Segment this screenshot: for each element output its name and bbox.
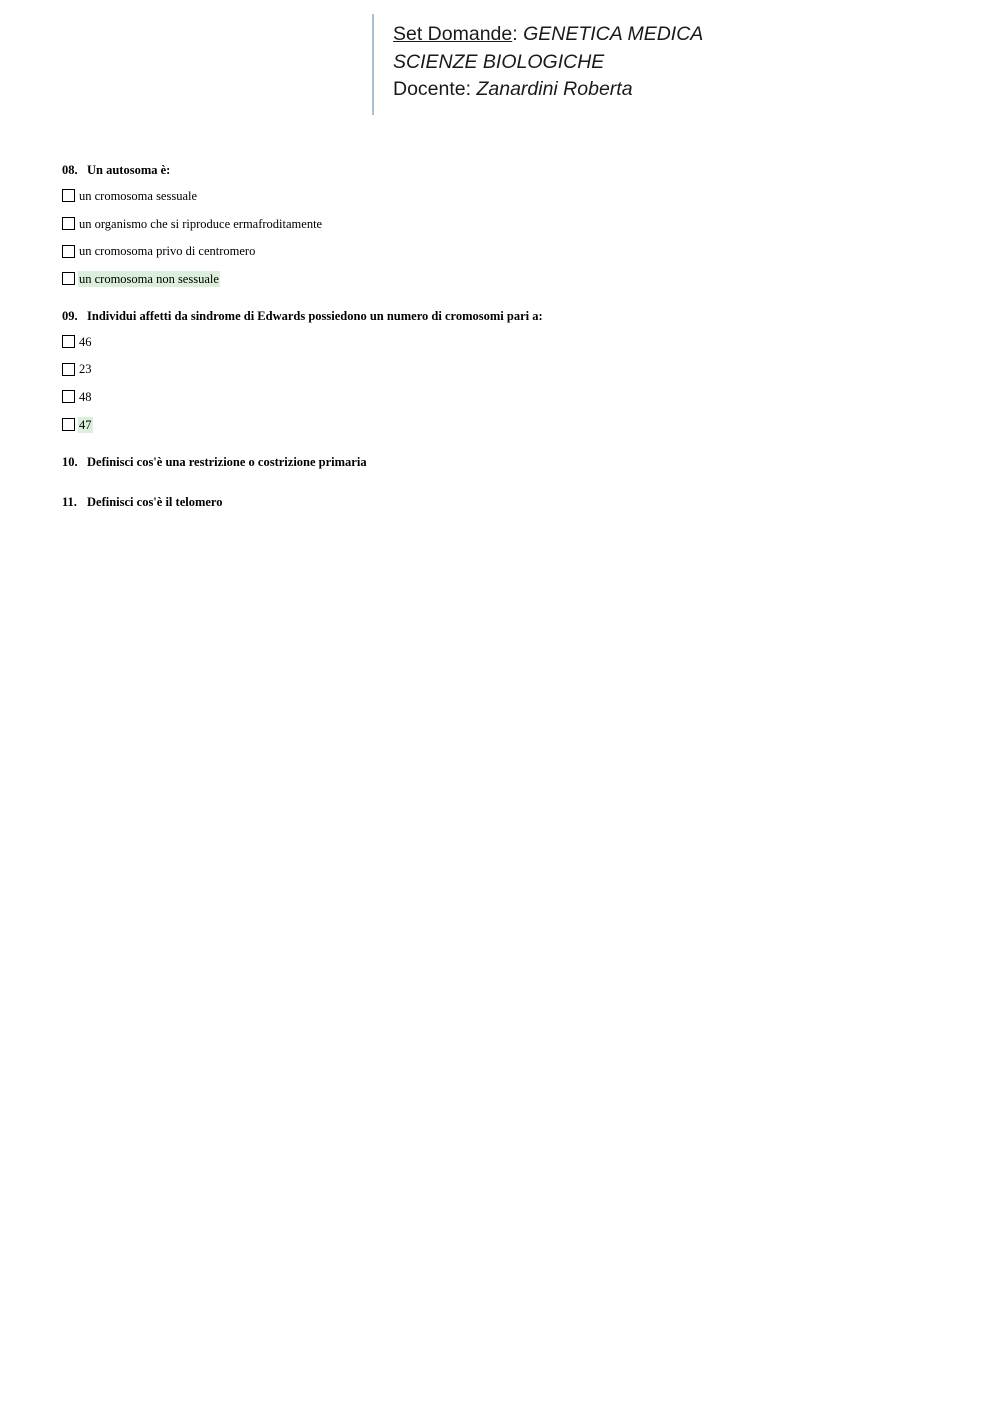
option-text: un cromosoma privo di centromero [79, 244, 256, 259]
option-text-highlighted: un cromosoma non sessuale [79, 271, 219, 286]
set-line [393, 21, 703, 49]
question-title [62, 161, 962, 179]
answer-option[interactable] [62, 182, 962, 210]
question-number: 09. [62, 308, 78, 323]
answer-option-correct[interactable] [62, 265, 962, 293]
option-text: 46 [79, 334, 92, 349]
answer-option[interactable] [62, 237, 962, 265]
spacer [62, 439, 962, 453]
question-number: 08. [62, 163, 78, 177]
question-list [62, 161, 962, 511]
question-title [62, 453, 962, 471]
answer-option[interactable] [62, 328, 962, 356]
checkbox[interactable] [62, 245, 75, 258]
checkbox[interactable] [62, 363, 75, 376]
checkbox[interactable] [62, 335, 75, 348]
question-title [62, 493, 962, 511]
question-text: Definisci cos'è il telomero [87, 494, 223, 509]
answer-option[interactable] [62, 210, 962, 238]
checkbox[interactable] [62, 189, 75, 202]
option-text-highlighted: 47 [79, 417, 92, 432]
subject-line: SCIENZE BIOLOGICHE [393, 50, 605, 73]
option-text: 23 [79, 362, 92, 377]
question-title [62, 307, 962, 325]
question-text: Definisci cos'è una restrizione o costrizione primaria [87, 454, 367, 469]
question-number: 11. [62, 494, 77, 509]
set-value: GENETICA MEDICA [523, 23, 704, 45]
checkbox[interactable] [62, 217, 75, 230]
question-number: 10. [62, 454, 78, 469]
exam-header [372, 14, 703, 115]
checkbox[interactable] [62, 418, 75, 431]
checkbox[interactable] [62, 272, 75, 285]
set-separator: : [512, 23, 524, 45]
teacher-label: Docente: [393, 78, 477, 100]
checkbox[interactable] [62, 390, 75, 403]
spacer [62, 293, 962, 307]
option-text: un cromosoma sessuale [79, 188, 198, 203]
set-label: Set Domande [393, 23, 513, 45]
teacher-line [393, 76, 703, 104]
teacher-name: Zanardini Roberta [476, 78, 633, 100]
answer-option[interactable] [62, 383, 962, 411]
spacer [62, 471, 962, 493]
option-text: 48 [79, 389, 92, 404]
option-text: un organismo che si riproduce ermafroditamente [79, 216, 323, 231]
answer-option-correct[interactable] [62, 411, 962, 439]
question-text: Individui affetti da sindrome di Edwards possiedono un numero di cromosomi pari a: [87, 308, 543, 323]
answer-option[interactable] [62, 355, 962, 383]
question-text: Un autosoma è: [87, 163, 171, 177]
